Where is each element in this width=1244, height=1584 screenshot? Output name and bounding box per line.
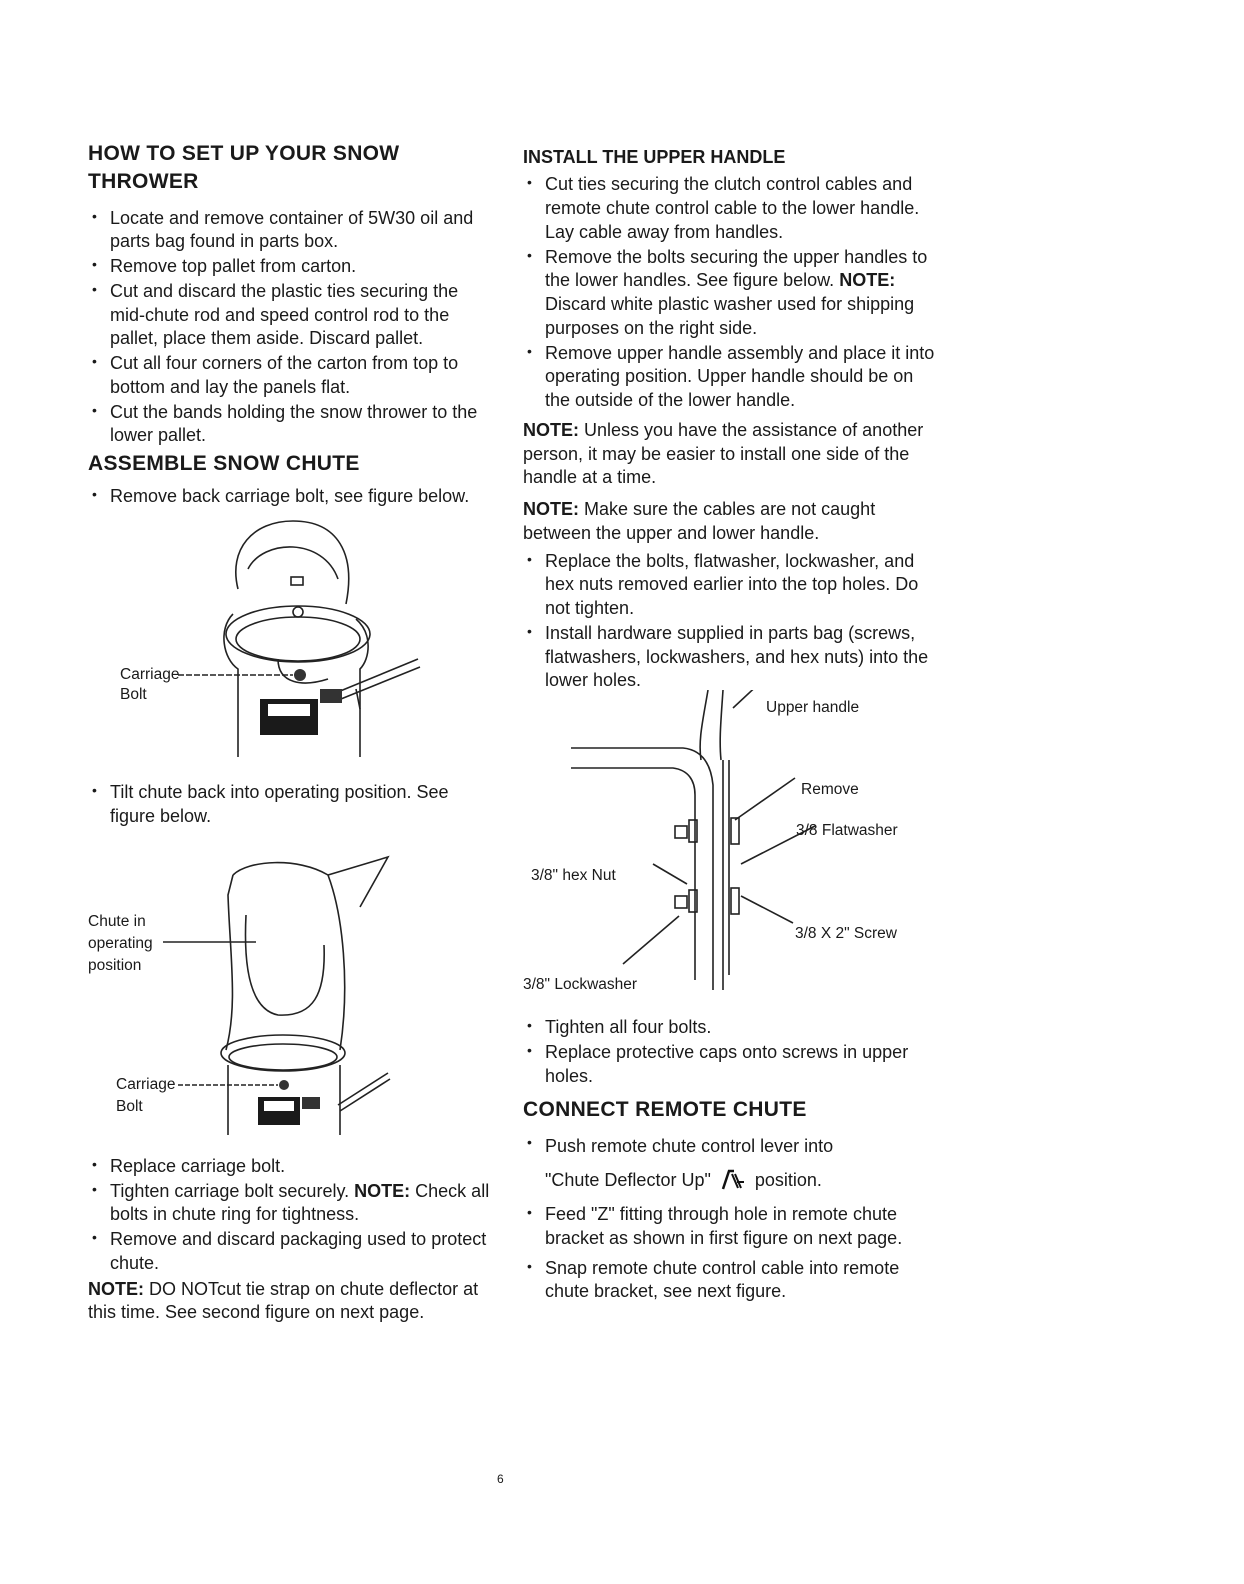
assistance-note: [523, 419, 943, 490]
note-label: NOTE:: [523, 499, 579, 520]
lockwasher-label: 3/8" Lockwasher: [523, 976, 638, 994]
chute-deflector-up-icon: [720, 1168, 746, 1190]
list-item: [523, 1129, 943, 1197]
list-item-text: Tighten carriage bolt securely.: [110, 1180, 350, 1201]
fig1-bolt-label: Bolt: [120, 686, 147, 704]
list-item: • Cut ties securing the clutch control cables and remote chute control cable to the lower handle. Lay cable away from handles.: [523, 173, 943, 244]
chute-note: [88, 1278, 498, 1326]
list-item: • Snap remote chute control cable into remote chute bracket, see next figure.: [523, 1257, 943, 1305]
carriage-bolt-icon: [279, 1080, 289, 1090]
carriage-bolt-icon: [294, 669, 306, 681]
list-item-text: Push remote chute control lever into: [545, 1135, 834, 1156]
list-item: • Remove top pallet from carton.: [88, 255, 498, 279]
list-item: • Remove back carriage bolt, see figure below.: [88, 485, 498, 509]
flatwasher-label: 3/8 Flatwasher: [796, 822, 898, 840]
fig2-chute-label-2: operating: [88, 934, 153, 952]
right-column: [523, 146, 943, 1305]
note-label: NOTE:: [88, 1278, 144, 1299]
note-text: Make sure the cables are not caught between the upper and lower handle.: [523, 499, 876, 543]
fig2-chute-label-3: position: [88, 956, 142, 974]
list-item-text: Remove the bolts securing the upper handles to the lower handles. See figure below.: [545, 246, 928, 291]
fig1-carriage-label: Carriage: [120, 666, 180, 684]
list-item-text: "Chute Deflector Up": [545, 1169, 711, 1190]
list-item: • Locate and remove container of 5W30 oil and parts bag found in parts box.: [88, 207, 498, 255]
list-item: • Remove upper handle assembly and place it into operating position. Upper handle should be on the outside of the lower handle.: [523, 342, 943, 413]
figure-remove-carriage-bolt: [88, 509, 498, 781]
list-item: [523, 246, 943, 341]
tighten-list: [523, 1016, 943, 1088]
install-list: [523, 173, 943, 413]
upper-handle-label: Upper handle: [766, 699, 860, 717]
tilt-list: [88, 781, 498, 829]
page-number: 6: [497, 1472, 504, 1486]
chute-upright-illustration: [88, 835, 498, 1155]
final-list: [88, 1155, 498, 1276]
hex-nut-label: 3/8" hex Nut: [531, 867, 616, 885]
note-text: Unless you have the assistance of another person, it may be easier to install one side of the handle at a time.: [523, 419, 924, 488]
cables-note: [523, 498, 943, 546]
note-label: NOTE:: [354, 1180, 411, 1201]
setup-list: [88, 207, 498, 449]
list-item: • Tilt chute back into operating position. See figure below.: [88, 781, 498, 829]
fig2-bolt-label: Bolt: [116, 1097, 143, 1115]
note-label: NOTE:: [839, 270, 896, 291]
list-item: • Cut the bands holding the snow thrower to the lower pallet.: [88, 401, 498, 449]
figure-handle-hardware: [523, 690, 943, 1010]
connect-list: [523, 1129, 943, 1304]
handle-hardware-illustration: [523, 690, 943, 1010]
list-item: • Feed "Z" fitting through hole in remote chute bracket as shown in first figure on next page.: [523, 1203, 943, 1251]
list-item-text: position.: [754, 1169, 822, 1190]
chute-tilted-illustration: [88, 509, 498, 781]
connect-chute-heading: CONNECT REMOTE CHUTE: [523, 1098, 807, 1122]
list-item: • Cut all four corners of the carton from top to bottom and lay the panels flat.: [88, 352, 498, 400]
install-handle-heading: INSTALL THE UPPER HANDLE: [523, 147, 786, 167]
list-item-text: Check all bolts in chute ring for tightness.: [110, 1180, 490, 1225]
list-item: • Remove and discard packaging used to protect chute.: [88, 1228, 498, 1276]
remove-label: Remove: [801, 781, 859, 799]
list-item: • Replace protective caps onto screws in upper holes.: [523, 1041, 943, 1089]
hardware-list: [523, 550, 943, 694]
list-item: • Replace the bolts, flatwasher, lockwasher, and hex nuts removed earlier into the top holes. Do not tighten.: [523, 550, 943, 621]
assemble-chute-heading: ASSEMBLE SNOW CHUTE: [88, 452, 360, 476]
list-item: [88, 1180, 498, 1228]
fig2-chute-label-1: Chute in: [88, 912, 146, 930]
list-item: • Install hardware supplied in parts bag (screws, flatwashers, lockwashers, and hex nuts) into the lower holes.: [523, 622, 943, 693]
list-item-text: Discard white plastic washer used for shipping purposes on the right side.: [545, 294, 915, 338]
note-text: DO NOTcut tie strap on chute deflector at this time. See second figure on next page.: [88, 1278, 479, 1323]
list-item: • Cut and discard the plastic ties securing the mid-chute rod and speed control rod to the pallet, place them aside. Discard pallet.: [88, 280, 498, 351]
fig2-carriage-label: Carriage: [116, 1075, 176, 1093]
chute-list: [88, 485, 498, 509]
list-item: • Tighten all four bolts.: [523, 1016, 943, 1040]
note-label: NOTE:: [523, 419, 579, 440]
left-column: [88, 140, 498, 1325]
screw-label: 3/8 X 2" Screw: [795, 925, 897, 943]
list-item: • Replace carriage bolt.: [88, 1155, 498, 1179]
setup-heading: HOW TO SET UP YOUR SNOW THROWER: [88, 142, 400, 194]
figure-chute-operating: [88, 835, 498, 1155]
